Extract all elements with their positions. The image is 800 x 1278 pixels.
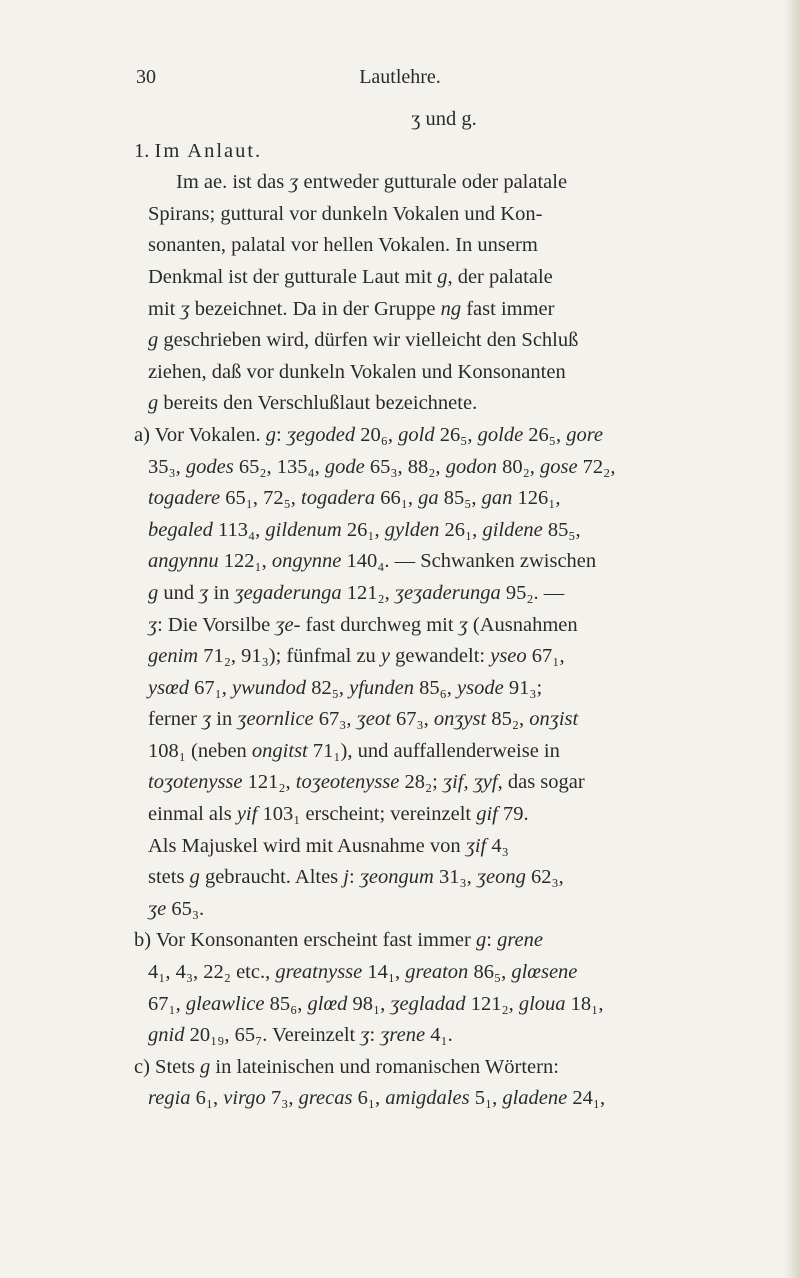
text-run: 7₃, [265, 1087, 299, 1110]
text-run: 71₁), und auffallenderweise in [307, 739, 560, 762]
italic-term: g [437, 265, 448, 288]
text-line [148, 862, 700, 894]
text-run: 95₂. — [500, 581, 565, 604]
text-run: 6₁, [352, 1087, 386, 1110]
italic-term: ʒrene [380, 1024, 426, 1047]
text-run: 121₂, [242, 771, 296, 794]
text-run: Im Anlaut. [154, 139, 263, 162]
italic-term: gan [481, 487, 513, 510]
text-run: 65₂, 135₄, [233, 455, 325, 478]
italic-term: ʒegladad [390, 992, 466, 1015]
text-run: 85₆, [264, 992, 308, 1015]
text-line [148, 989, 700, 1021]
italic-term: gloua [518, 992, 566, 1015]
italic-term: ysode [457, 676, 504, 699]
text-run: c) Stets [134, 1055, 201, 1078]
italic-term: godon [445, 455, 497, 478]
text-run: 121₂, [341, 581, 395, 604]
italic-term: grene [497, 929, 543, 952]
text-run: bereits den Verschlußlaut bezeichnete. [158, 392, 478, 415]
text-line [148, 167, 700, 199]
text-run: gewandelt: [390, 645, 491, 668]
text-run: 65₃. [166, 897, 205, 920]
italic-term: ʒeot [356, 708, 391, 731]
text-line [148, 515, 700, 547]
text-run: geschrieben wird, dürfen wir vielleicht den Schluß [158, 329, 579, 352]
text-run: 71₂, 91₃); fünfmal zu [198, 645, 381, 668]
text-run: Im ae. ist das [176, 171, 290, 194]
text-run: 20₆, [355, 423, 399, 446]
italic-term: ga [418, 487, 439, 510]
text-run: : [275, 423, 287, 446]
text-line [148, 673, 700, 705]
text-run: 67₁, [148, 992, 186, 1015]
italic-term: gose [539, 455, 578, 478]
italic-term: ʒeongum [359, 866, 434, 889]
text-run: fast immer [461, 297, 555, 320]
text-line [148, 578, 700, 610]
italic-term: g [148, 581, 159, 604]
italic-term: ʒ [148, 613, 158, 636]
text-line [148, 546, 700, 578]
text-run: Als Majuskel wird mit Ausnahme von [148, 834, 466, 857]
italic-term: g [200, 1055, 211, 1078]
text-run: 67₁, [189, 676, 233, 699]
italic-term: g [475, 929, 487, 952]
italic-term: toʒotenysse [148, 771, 243, 794]
text-run: entweder gutturale oder palatale [298, 171, 568, 194]
italic-term: virgo [223, 1087, 266, 1110]
page-number: 30 [136, 66, 156, 88]
text-run: Spirans; guttural vor dunkeln Vokalen und Kon- [148, 202, 543, 225]
italic-term: ysœd [148, 676, 189, 699]
text-run: : [486, 929, 498, 952]
italic-term: gleawlice [185, 992, 265, 1015]
italic-term: ʒeong [476, 866, 526, 889]
text-line [148, 357, 700, 389]
text-run: 67₃, [390, 708, 434, 731]
italic-term: ʒ [360, 1024, 370, 1047]
italic-term: ʒ [202, 708, 212, 731]
italic-term: ʒ [289, 171, 299, 194]
italic-term: g [265, 423, 276, 446]
body-text [134, 104, 700, 1115]
text-run: 67₃, [313, 708, 357, 731]
text-run: 4₁, 4₃, 22₂ etc., [148, 961, 276, 984]
text-line [148, 1020, 700, 1052]
italic-term: ongynne [271, 550, 342, 573]
text-run: fast durchweg mit [300, 613, 459, 636]
italic-term: onʒyst [433, 708, 487, 731]
paragraph-lines [134, 136, 700, 1115]
italic-term: yseo [490, 645, 527, 668]
italic-term: ʒeornlice [237, 708, 314, 731]
text-run: 20₁₉, 65₇. Vereinzelt [184, 1024, 361, 1047]
text-run: 85₂, [486, 708, 530, 731]
text-run: bezeichnet. Da in der Gruppe [189, 297, 441, 320]
text-run: : Die Vorsilbe [157, 613, 276, 636]
text-run: 72₂, [577, 455, 616, 478]
italic-term: begaled [148, 518, 213, 541]
italic-term: yif [236, 803, 258, 826]
italic-term: ʒe- [275, 613, 301, 636]
text-line [148, 894, 700, 926]
italic-term: gladene [502, 1087, 568, 1110]
italic-term: gylden [384, 518, 440, 541]
text-run: und [158, 581, 200, 604]
text-run: 121₂, [465, 992, 519, 1015]
italic-term: ongitst [251, 739, 308, 762]
text-run: 86₅, [468, 961, 512, 984]
text-run: 62₃, [525, 866, 564, 889]
text-run: : [369, 1024, 381, 1047]
italic-term: g [148, 329, 159, 352]
text-run: 28₂; [399, 771, 443, 794]
italic-term: ʒ [180, 297, 190, 320]
italic-term: greatnysse [275, 961, 363, 984]
text-run: 65₁, 72₅, [220, 487, 302, 510]
italic-term: regia [148, 1087, 191, 1110]
italic-term: ʒe [148, 897, 167, 920]
italic-term: glœsene [511, 961, 578, 984]
text-run: 113₄, [212, 518, 266, 541]
text-line [148, 641, 700, 673]
text-run: gebraucht. Altes [199, 866, 344, 889]
text-run: 26₁, [341, 518, 385, 541]
italic-term: angynnu [148, 550, 219, 573]
text-run: 66₁, [375, 487, 419, 510]
italic-term: ʒ [199, 581, 209, 604]
text-run: 35₃, [148, 455, 186, 478]
text-line [148, 388, 700, 420]
text-line [148, 957, 700, 989]
text-line [148, 736, 700, 768]
section-heading: ʒ und g. [411, 108, 477, 130]
text-line [148, 767, 700, 799]
italic-term: ʒ [458, 613, 468, 636]
text-run: 122₁, [218, 550, 272, 573]
italic-term: gold [398, 423, 435, 446]
text-run: mit [148, 297, 181, 320]
italic-term: ʒegaderunga [234, 581, 342, 604]
text-run: Denkmal ist der gutturale Laut mit [148, 265, 438, 288]
text-line [148, 452, 700, 484]
text-run: 108₁ (neben [148, 739, 252, 762]
italic-term: togadera [301, 487, 376, 510]
text-run: 24₁, [567, 1087, 606, 1110]
italic-term: gildenum [265, 518, 342, 541]
italic-term: g [148, 392, 159, 415]
italic-term: g [189, 866, 200, 889]
text-line [148, 262, 700, 294]
text-run: 65₃, 88₂, [364, 455, 446, 478]
italic-term: ʒif [465, 834, 487, 857]
text-run: 98₁, [347, 992, 391, 1015]
italic-term: onʒist [529, 708, 579, 731]
text-run: 126₁, [512, 487, 561, 510]
text-line [148, 230, 700, 262]
italic-term: gore [566, 423, 604, 446]
italic-term: ʒeʒaderunga [394, 581, 501, 604]
page-edge-shadow [784, 0, 800, 1278]
text-run: , der palatale [447, 265, 553, 288]
text-line [148, 1083, 700, 1115]
text-run: 140₄. — Schwanken zwischen [341, 550, 597, 573]
italic-term: godes [185, 455, 234, 478]
italic-term: ʒegoded [286, 423, 356, 446]
text-line [148, 483, 700, 515]
text-run: 79. [497, 803, 529, 826]
text-run: in lateinischen und romanischen Wörtern: [210, 1055, 559, 1078]
italic-term: y [380, 645, 391, 668]
italic-term: togadere [148, 487, 221, 510]
italic-term: grecas [298, 1087, 353, 1110]
text-run: 85₆, [414, 676, 458, 699]
text-run: 31₃, [433, 866, 477, 889]
text-run: 80₂, [496, 455, 540, 478]
text-run: in [211, 708, 238, 731]
text-run: einmal als [148, 803, 237, 826]
text-run: 6₁, [190, 1087, 224, 1110]
text-line [134, 136, 700, 168]
text-run: a) Vor Vokalen. [134, 423, 266, 446]
text-line [148, 610, 700, 642]
italic-term: toʒeotenysse [295, 771, 400, 794]
italic-term: genim [148, 645, 199, 668]
text-line [134, 925, 700, 957]
text-run: 4₃ [486, 834, 509, 857]
text-run: 4₁. [425, 1024, 453, 1047]
text-run: 1. [134, 139, 155, 162]
text-run: 26₅, [523, 423, 567, 446]
text-run: 26₅, [434, 423, 478, 446]
text-run: 82₅, [306, 676, 350, 699]
text-run: (Ausnahmen [467, 613, 578, 636]
text-run: : [349, 866, 360, 889]
text-run: 91₃; [503, 676, 543, 699]
italic-term: amigdales [385, 1087, 470, 1110]
running-title: Lautlehre. [359, 66, 441, 88]
text-run: 67₁, [526, 645, 565, 668]
italic-term: greaton [405, 961, 469, 984]
text-line [134, 1052, 700, 1084]
text-line [148, 199, 700, 231]
text-run: sonanten, palatal vor hellen Vokalen. In unserm [148, 234, 538, 257]
text-run: ferner [148, 708, 203, 731]
italic-term: glœd [307, 992, 348, 1015]
text-run: stets [148, 866, 190, 889]
text-run: 5₁, [469, 1087, 503, 1110]
italic-term: ʒif, ʒyf, [442, 771, 503, 794]
text-line [134, 420, 700, 452]
italic-term: yfunden [349, 676, 414, 699]
page-header [0, 66, 800, 94]
italic-term: gnid [148, 1024, 185, 1047]
italic-term: ng [440, 297, 462, 320]
text-line [148, 325, 700, 357]
text-run: 85₅, [438, 487, 482, 510]
italic-term: gildene [482, 518, 543, 541]
text-line [148, 294, 700, 326]
text-run: b) Vor Konsonanten erscheint fast immer [134, 929, 476, 952]
text-run: ziehen, daß vor dunkeln Vokalen und Konsonanten [148, 360, 566, 383]
text-run: das sogar [502, 771, 585, 794]
text-line [148, 704, 700, 736]
text-run: 14₁, [362, 961, 406, 984]
italic-term: golde [477, 423, 524, 446]
text-line [148, 831, 700, 863]
text-run: 18₁, [565, 992, 604, 1015]
italic-term: ywundod [232, 676, 307, 699]
text-run: 26₁, [439, 518, 483, 541]
italic-term: gode [324, 455, 365, 478]
text-line [148, 799, 700, 831]
italic-term: j [343, 866, 349, 889]
italic-term: gif [476, 803, 498, 826]
text-run: in [208, 581, 235, 604]
text-run: 103₁ erscheint; vereinzelt [257, 803, 477, 826]
text-run: 85₅, [542, 518, 581, 541]
